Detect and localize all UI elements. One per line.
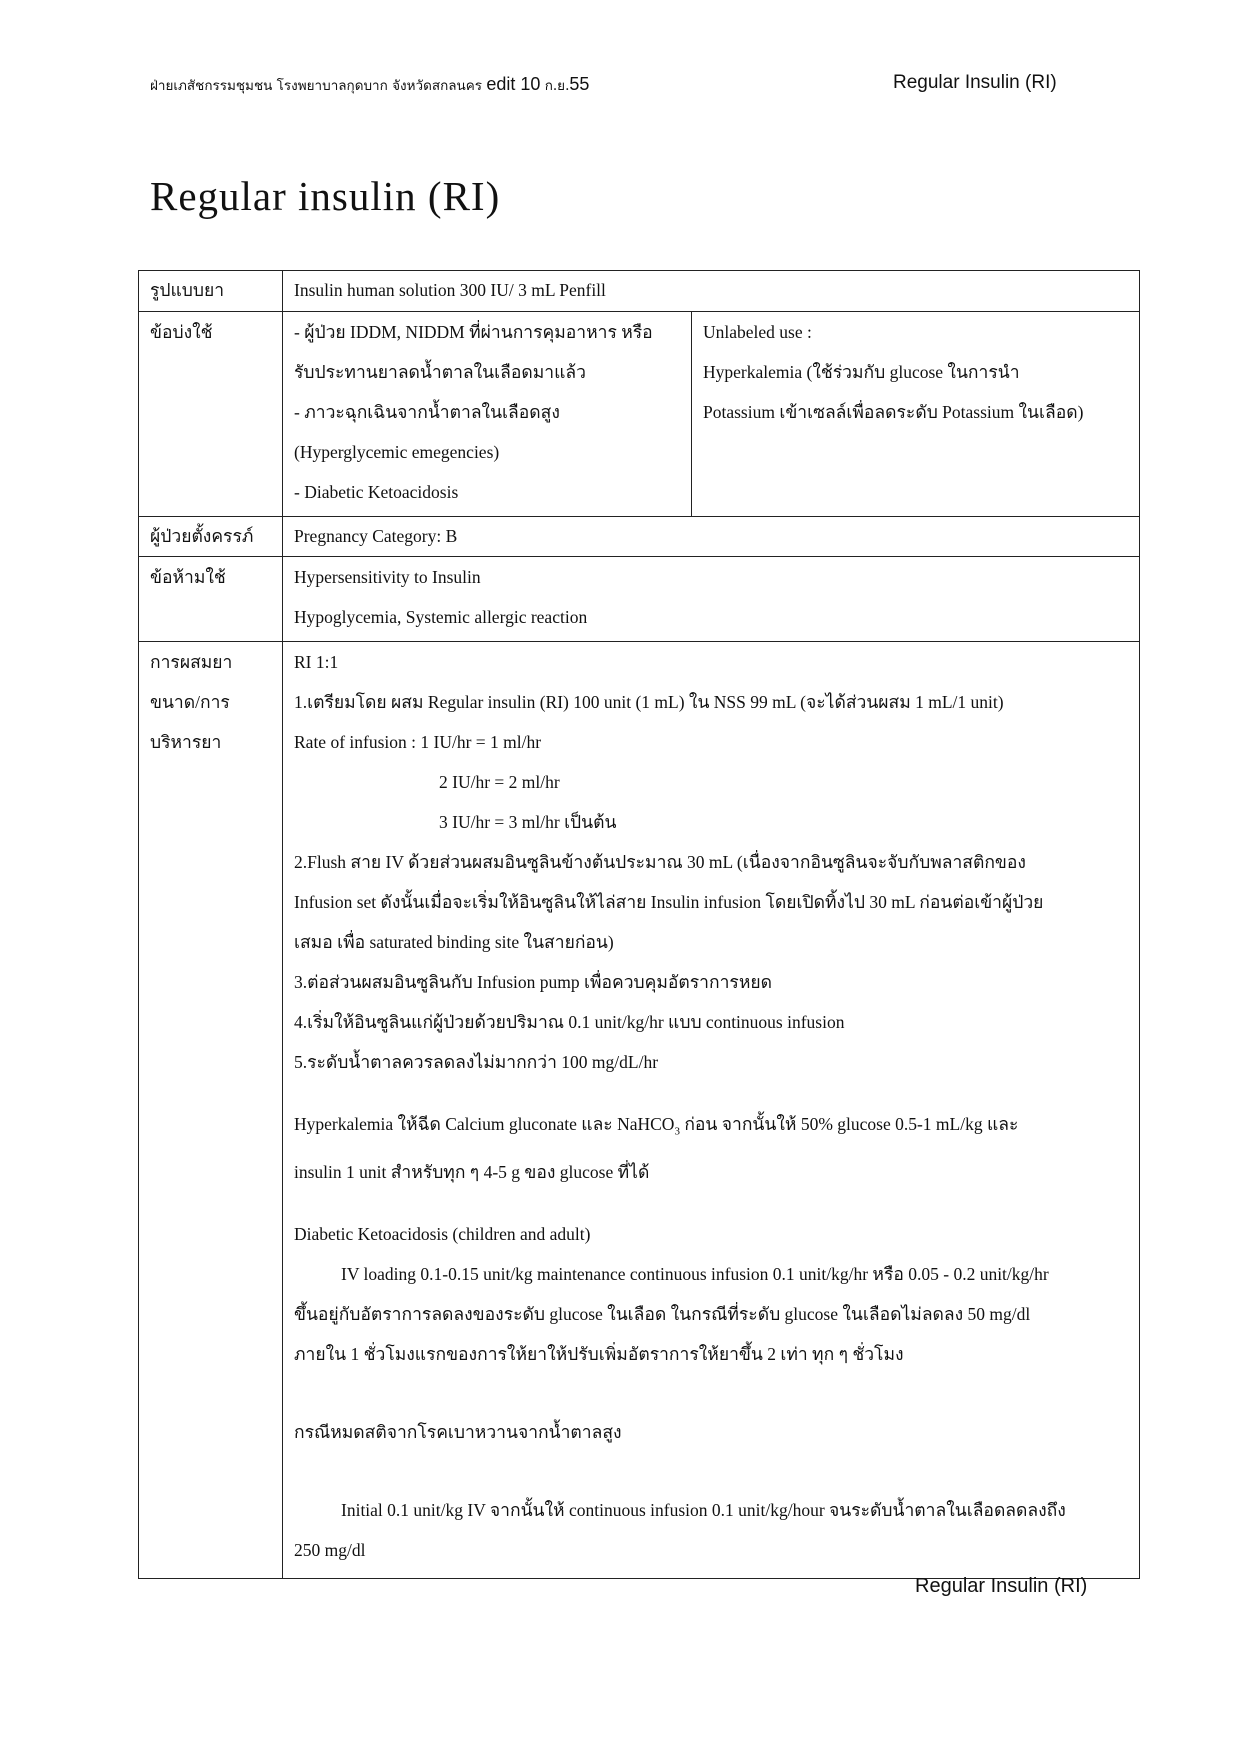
indication-unlabeled: Unlabeled use : Hyperkalemia (ใช้ร่วมกับ glucose ในการนำ Potassium เข้าเซลล์เพื่อลดระดับ Potassium ในเลือด) — [692, 312, 1140, 517]
dka-line-3: ภายใน 1 ชั่วโมงแรกของการให้ยาให้ปรับเพิ่มอัตราการให้ยาขึ้น 2 เท่า ทุก ๆ ชั่วโมง — [294, 1343, 904, 1364]
infusion-rate-2: 2 IU/hr = 2 ml/hr — [439, 772, 560, 792]
dosage-step-2c: เสมอ เพื่อ saturated binding site ในสายก่อน) — [294, 932, 614, 952]
label-contraindication: ข้อห้ามใช้ — [139, 557, 283, 642]
coma-line-1: Initial 0.1 unit/kg IV จากนั้นให้ continuous infusion 0.1 unit/kg/hour จนระดับน้ำตาลในเลือดลดลงถึง — [341, 1499, 1066, 1520]
page-header-left — [150, 74, 589, 96]
dka-title: Diabetic Ketoacidosis (children and adult) — [294, 1223, 591, 1244]
row-indication — [139, 312, 1140, 517]
dosage-step-2a: 2.Flush สาย IV ด้วยส่วนผสมอินซูลินข้างต้นประมาณ 30 mL (เนื่องจากอินซูลินจะจับกับพลาสติกของ — [294, 852, 1026, 872]
value-pregnancy: Pregnancy Category: B — [283, 517, 1140, 557]
infusion-rate-3: 3 IU/hr = 3 ml/hr เป็นต้น — [439, 812, 617, 832]
dosage-step-3: 3.ต่อส่วนผสมอินซูลินกับ Infusion pump เพื่อควบคุมอัตราการหยด — [294, 972, 772, 992]
dka-line-1: IV loading 0.1-0.15 unit/kg maintenance continuous infusion 0.1 unit/kg/hr หรือ 0.05 - 0.2 unit/kg/hr — [341, 1263, 1049, 1284]
indication-main: - ผู้ป่วย IDDM, NIDDM ที่ผ่านการคุมอาหาร หรือ รับประทานยาลดน้ำตาลในเลือดมาแล้ว - ภาวะฉุกเฉินจากน้ำตาลในเลือดสูง (Hyperglycemic emegencies) - Diabetic Ketoacidosis — [283, 312, 692, 517]
hyperkalemia-line-2: insulin 1 unit สำหรับทุก ๆ 4-5 g ของ glucose ที่ได้ — [294, 1161, 650, 1182]
dosage-step-5: 5.ระดับน้ำตาลควรลดลงไม่มากกว่า 100 mg/dL/hr — [294, 1052, 659, 1072]
page-footer: Regular Insulin (RI) — [915, 1575, 1088, 1597]
header-org: ฝ่ายเภสัชกรรมชุมชน โรงพยาบาลกุดบาก จังหวัดสกลนคร — [150, 78, 483, 94]
row-pregnancy — [139, 517, 1140, 557]
row-dosage-form — [139, 271, 1140, 312]
row-dosage-admin — [139, 642, 1140, 1579]
value-contraindication: Hypersensitivity to Insulin Hypoglycemia, Systemic allergic reaction — [283, 557, 1140, 642]
coma-title: กรณีหมดสติจากโรคเบาหวานจากน้ำตาลสูง — [294, 1421, 622, 1442]
dosage-step-4: 4.เริ่มให้อินซูลินแก่ผู้ป่วยด้วยปริมาณ 0.1 unit/kg/hr แบบ continuous infusion — [294, 1012, 845, 1032]
dosage-ratio: RI 1:1 — [294, 652, 339, 672]
value-dosage-form: Insulin human solution 300 IU/ 3 mL Penfill — [283, 271, 1140, 312]
document-title: Regular insulin (RI) — [150, 173, 501, 219]
row-contraindication — [139, 557, 1140, 642]
label-dosage-admin: การผสมยา ขนาด/การ บริหารยา — [139, 642, 283, 1579]
infusion-rate-1: Rate of infusion : 1 IU/hr = 1 ml/hr — [294, 732, 542, 752]
label-indication: ข้อบ่งใช้ — [139, 312, 283, 517]
drug-monograph-table — [138, 270, 1140, 1579]
label-dosage-form: รูปแบบยา — [139, 271, 283, 312]
dka-line-2: ขึ้นอยู่กับอัตราการลดลงของระดับ glucose ในเลือด ในกรณีที่ระดับ glucose ในเลือดไม่ลดลง 50 mg/dl — [294, 1303, 1031, 1324]
dosage-step-1: 1.เตรียมโดย ผสม Regular insulin (RI) 100 unit (1 mL) ใน NSS 99 mL (จะได้ส่วนผสม 1 mL/1 unit) — [294, 692, 1004, 712]
header-edit: edit 10 — [486, 74, 541, 94]
value-dosage-admin — [283, 642, 1140, 1579]
dosage-step-2b: Infusion set ดังนั้นเมื่อจะเริ่มให้อินซูลินให้ไล่สาย Insulin infusion โดยเปิดทิ้งไป 30 mL ก่อนต่อเข้าผู้ป่วย — [294, 892, 1044, 912]
label-pregnancy: ผู้ป่วยตั้งครรภ์ — [139, 517, 283, 557]
page-header-right: Regular Insulin (RI) — [893, 72, 1057, 93]
coma-line-2: 250 mg/dl — [294, 1539, 366, 1560]
hyperkalemia-line-1: Hyperkalemia ให้ฉีด Calcium gluconate และ NaHCO$_3$ ก่อน จากนั้นให้ 50% glucose 0.5-1 mL/kg และ — [294, 1114, 1019, 1138]
header-date-prefix: ก.ย. — [544, 78, 570, 94]
header-date-num: 55 — [569, 74, 590, 94]
